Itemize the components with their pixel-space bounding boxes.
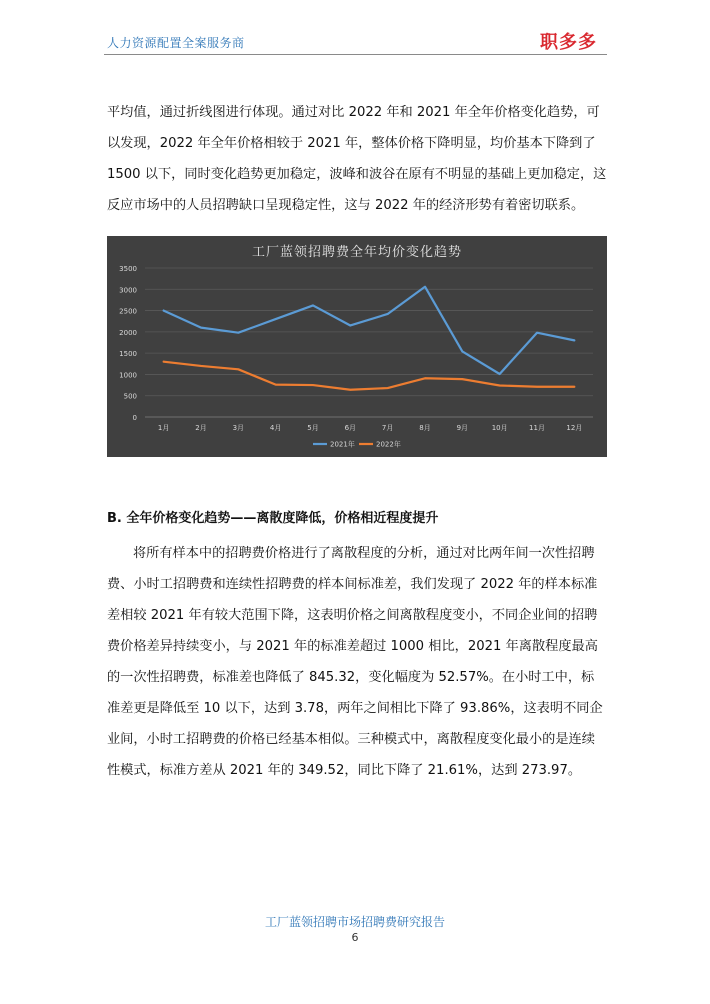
legend-label: 2021年 xyxy=(330,440,355,449)
x-tick-label: 1月 xyxy=(157,424,170,432)
chart-title: 工厂蓝领招聘费全年均价变化趋势 xyxy=(251,245,463,260)
x-tick-label: 6月 xyxy=(344,424,357,432)
body-paragraph-1: 平均值，通过折线图进行体现。通过对比 2022 年和 2021 年全年价格变化趋势，可以发现，2022 年全年价格相较于 2021 年，整体价格下降明显，均价基本下降到了 1500 以下，同时变化趋势更加稳定，波峰和波谷在原有不明显的基础上更加稳定，这反应市场中的人员招聘缺口呈现稳定性，这与 2022 年的经济形势有着密切联系。 xyxy=(107,105,607,213)
y-tick-label: 500 xyxy=(123,392,137,401)
y-tick-label: 2000 xyxy=(119,328,137,337)
y-tick-label: 0 xyxy=(132,414,137,422)
x-tick-label: 2月 xyxy=(195,424,207,432)
x-tick-label: 10月 xyxy=(491,424,508,432)
header-tagline: 人力资源配置全案服务商 xyxy=(107,36,245,50)
page-number: 6 xyxy=(351,931,359,944)
y-tick-label: 1500 xyxy=(119,350,137,359)
series-line-2021年 xyxy=(164,287,575,374)
x-tick-label: 12月 xyxy=(566,424,583,432)
y-tick-label: 3000 xyxy=(119,286,137,295)
section-heading: B. 全年价格变化趋势——离散度降低，价格相近程度提升 xyxy=(107,511,439,526)
x-tick-label: 11月 xyxy=(529,424,545,432)
footer-report-title: 工厂蓝领招聘市场招聘费研究报告 xyxy=(264,915,445,929)
header-divider xyxy=(104,54,607,55)
y-tick-label: 1000 xyxy=(119,371,137,380)
series-line-2022年 xyxy=(164,362,575,390)
chart-svg xyxy=(107,236,607,457)
y-tick-label: 2500 xyxy=(119,307,137,316)
x-tick-label: 7月 xyxy=(381,424,394,432)
x-tick-label: 8月 xyxy=(419,424,431,432)
x-tick-label: 4月 xyxy=(269,424,282,432)
y-tick-label: 3500 xyxy=(119,265,137,273)
body-paragraph-2: 将所有样本中的招聘费价格进行了离散程度的分析，通过对比两年间一次性招聘费、小时工招聘费和连续性招聘费的样本间标准差，我们发现了 2022 年的样本标准差相较 2021 年有较大范围下降，这表明价格之间离散程度变小，不同企业间的招聘费价格差异持续变小，与 2021 年的标准差超过 1000 相比，2021 年离散程度最高的一次性招聘费，标准差也降低了 845.32，变化幅度为 52.57%。在小时工中，标准差更是降低至 10 以下，达到 3.78，两年之间相比下降了 93.86%，这表明不同企业间，小时工招聘费的价格已经基本相似。三种模式中，离散程度变化最小的是连续性模式，标准方差从 2021 年的 349.52，同比下降了 21.61%，达到 273.97。 xyxy=(107,546,603,778)
legend-label: 2022年 xyxy=(376,440,401,449)
x-tick-label: 9月 xyxy=(456,424,469,432)
company-logo: 职多多 xyxy=(540,32,597,53)
x-tick-label: 3月 xyxy=(232,424,245,432)
x-tick-label: 5月 xyxy=(307,424,319,432)
line-chart xyxy=(107,236,607,457)
